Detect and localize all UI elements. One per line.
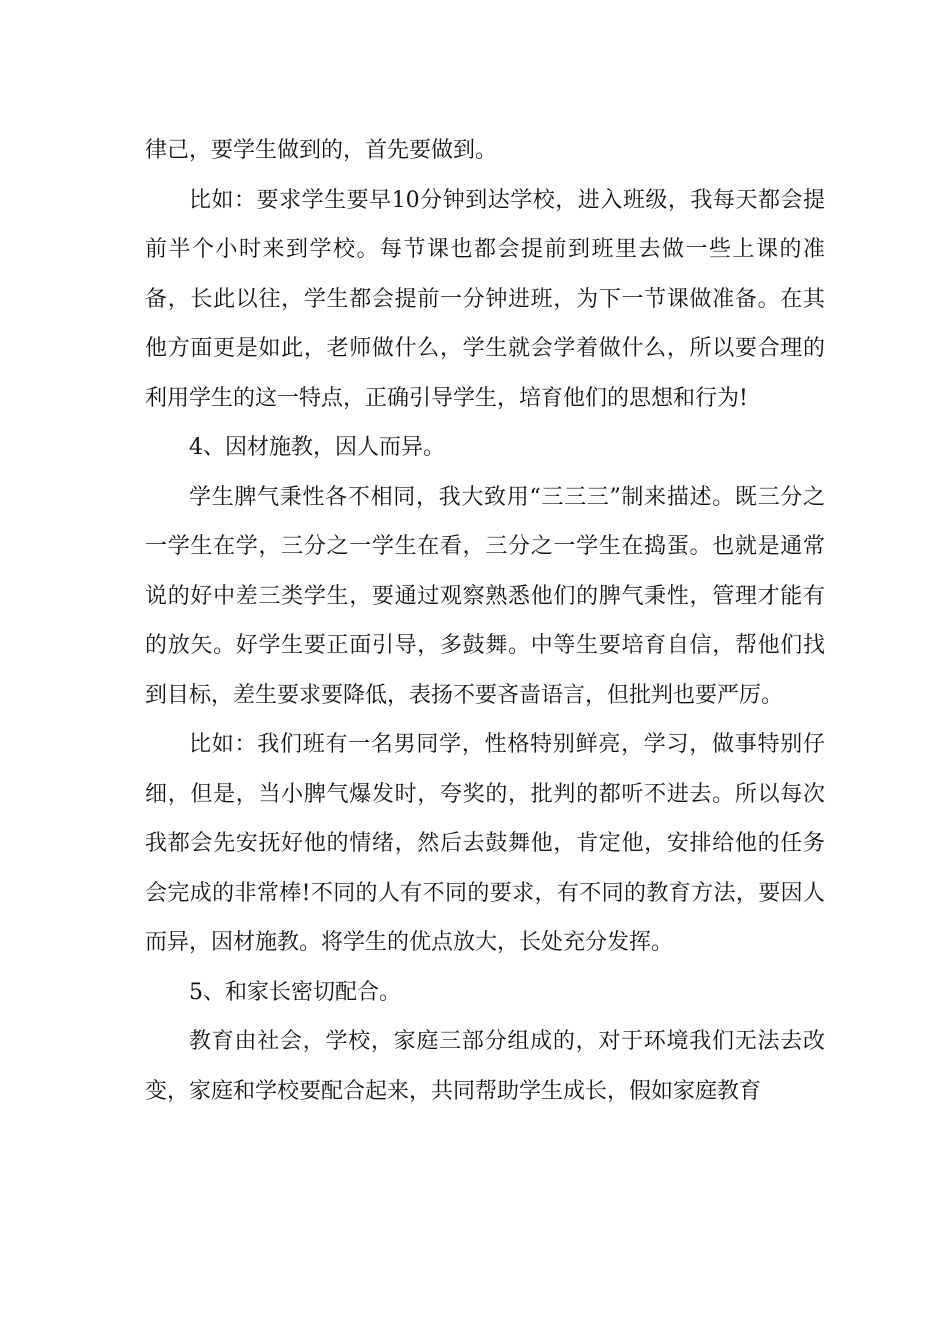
section-heading-5: 5、和家长密切配合。 bbox=[189, 979, 401, 1005]
paragraph-2: 比如：要求学生要早10分钟到达学校，进入班级，我每天都会提前半个小时来到学校。每节课也都会提前到班里去做一些上课的准备，长此以往，学生都会提前一分钟进班，为下一节课做准备。在其他方面更是如此，老师做什么，学生就会学着做什么，所以要合理的利用学生的这一特点，正确引导学生，培育他们的思想和行为! bbox=[145, 187, 825, 411]
paragraph-3: 学生脾气秉性各不相同，我大致用“三三三”制来描述。既三分之一学生在学，三分之一学生在看，三分之一学生在捣蛋。也就是通常说的好中差三类学生，要通过观察熟悉他们的脾气秉性，管理才能有的放矢。好学生要正面引导，多鼓舞。中等生要培育自信，帮他们找到目标，差生要求要降低，表扬不要吝啬语言，但批判也要严厉。 bbox=[145, 484, 825, 708]
paragraph-1: 律己，要学生做到的，首先要做到。 bbox=[145, 138, 498, 163]
paragraph-4: 比如：我们班有一名男同学，性格特别鲜亮，学习，做事特别仔细，但是，当小脾气爆发时，夸奖的，批判的都听不进去。所以每次我都会先安抚好他的情绪，然后去鼓舞他，肯定他，安排给他的任务会完成的非常棒!不同的人有不同的要求，有不同的教育方法，要因人而异，因材施教。将学生的优点放大，长处充分发挥。 bbox=[145, 732, 825, 955]
body-text bbox=[145, 126, 825, 1116]
section-heading-4: 4、因材施教，因人而异。 bbox=[189, 435, 445, 460]
paragraph-5: 教育由社会，学校，家庭三部分组成的，对于环境我们无法去改变，家庭和学校要配合起来，共同帮助学生成长，假如家庭教育 bbox=[145, 1029, 825, 1104]
